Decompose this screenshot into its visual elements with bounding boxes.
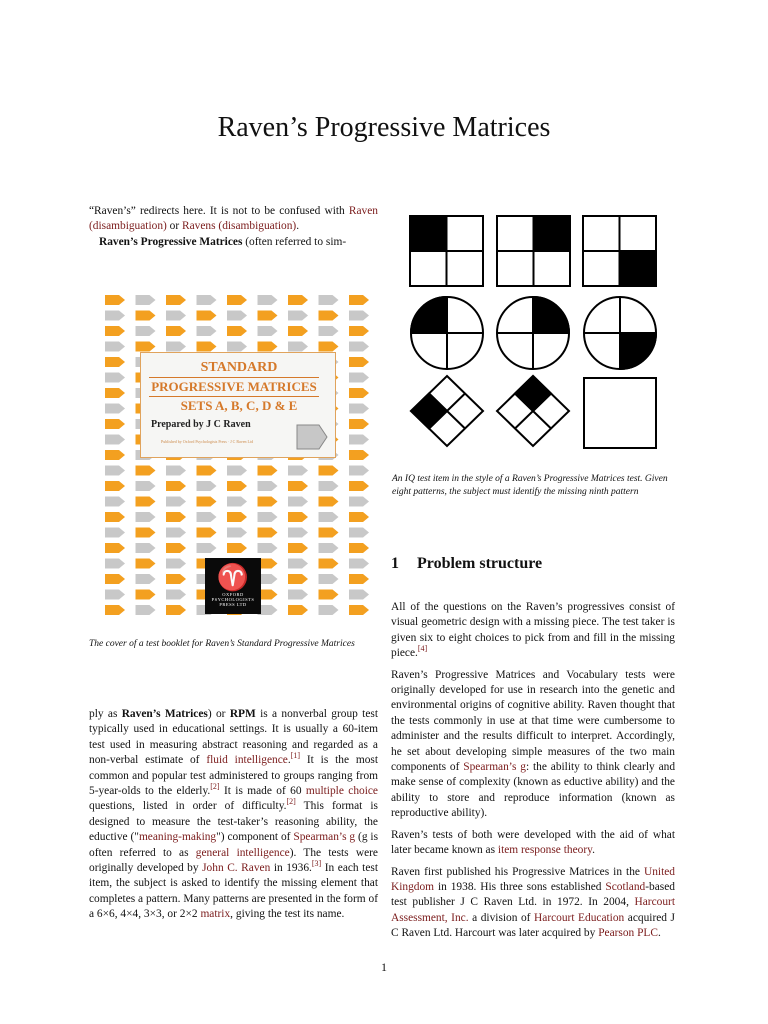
cover-arrow-tag: [349, 311, 369, 321]
cover-arrow-tag: [288, 466, 308, 476]
cover-arrow-tag: [136, 466, 156, 476]
cover-arrow-tag: [136, 512, 156, 522]
missing-answer-box: [584, 378, 656, 448]
intro-lead: Raven’s Progressive Matrices (often referred to sim-: [99, 235, 347, 248]
cover-arrow-tag: [319, 528, 339, 538]
cover-arrow-tag: [105, 295, 125, 305]
cover-arrow-tag: [319, 512, 339, 522]
cover-arrow-tag: [105, 497, 125, 507]
cover-arrow-tag: [349, 419, 369, 429]
cover-arrow-tag: [319, 481, 339, 491]
cover-caption: The cover of a test booklet for Raven’s Standard Progressive Matrices: [89, 639, 355, 649]
link-harcourt-education[interactable]: Harcourt Education: [534, 911, 625, 924]
cover-arrow-tag: [105, 388, 125, 398]
cover-arrow-tag: [349, 373, 369, 383]
cover-arrow-tag: [349, 388, 369, 398]
cover-arrow-tag: [227, 481, 247, 491]
cover-arrow-tag: [319, 590, 339, 600]
cover-arrow-tag: [319, 543, 339, 553]
cover-arrow-tag: [288, 481, 308, 491]
link-spearmans-g-2[interactable]: Spearman’s g: [463, 761, 526, 774]
cover-arrow-tag: [136, 295, 156, 305]
cover-arrow-tag: [136, 543, 156, 553]
cover-arrow-tag: [349, 357, 369, 367]
row1-squares: [410, 216, 656, 286]
cover-arrow-tag: [319, 295, 339, 305]
cover-arrow-tag: [105, 605, 125, 615]
cover-arrow-tag: [197, 528, 217, 538]
cover-arrow-tag: [227, 497, 247, 507]
cover-arrow-tag: [349, 559, 369, 569]
section-title: Problem structure: [417, 555, 543, 572]
cover-arrow-tag: [105, 512, 125, 522]
cover-arrow-tag: [288, 342, 308, 352]
cover-arrow-tag: [105, 590, 125, 600]
link-john-c-raven[interactable]: John C. Raven: [202, 862, 271, 875]
cover-arrow-tag: [105, 311, 125, 321]
intro-block: [89, 204, 378, 250]
link-meaning-making[interactable]: meaning-making: [138, 831, 217, 844]
cover-arrow-tag: [197, 512, 217, 522]
cover-arrow-tag: [227, 326, 247, 336]
cover-arrow-tag: [319, 497, 339, 507]
cover-arrow-tag: [197, 295, 217, 305]
cover-arrow-tag: [319, 311, 339, 321]
cover-arrow-tag: [349, 605, 369, 615]
cover-arrow-tag: [166, 512, 186, 522]
cover-arrow-tag: [258, 295, 278, 305]
cover-arrow-tag: [227, 512, 247, 522]
cover-arrow-tag: [288, 295, 308, 305]
cover-arrow-tag: [166, 543, 186, 553]
cover-arrow-tag: [166, 295, 186, 305]
cover-arrow-tag: [166, 311, 186, 321]
cover-image: [97, 292, 375, 618]
cover-arrow-tag: [136, 590, 156, 600]
cover-arrow-tag: [197, 497, 217, 507]
cover-arrow-tag: [105, 574, 125, 584]
figure-caption: An IQ test item in the style of a Raven’s Progressive Matrices test. Given eight patterns, the subject must identify the missing ninth pattern: [392, 474, 668, 497]
cover-arrow-tag: [258, 497, 278, 507]
cover-arrow-tag: [197, 326, 217, 336]
oxford-logo: [205, 558, 261, 614]
cover-arrow-tag: [319, 574, 339, 584]
cover-arrow-tag: [105, 342, 125, 352]
paragraph-irt: Raven’s tests of both were developed with the aid of what later became known as item response theory.: [391, 828, 675, 857]
cover-arrow-tag: [349, 590, 369, 600]
cover-title-box: [140, 352, 336, 458]
cover-arrow-tag: [105, 481, 125, 491]
cover-arrow-tag: [319, 466, 339, 476]
cover-arrow-tag: [197, 342, 217, 352]
cover-arrow-tag: [227, 295, 247, 305]
cover-arrow-tag: [349, 342, 369, 352]
logo-mark-icon: ♈: [216, 563, 250, 593]
cover-arrow-tag: [288, 326, 308, 336]
cover-arrow-tag: [288, 605, 308, 615]
cover-arrow-tag: [136, 326, 156, 336]
paragraph-origins: Raven’s Progressive Matrices and Vocabulary tests were originally developed for use in research into the genetic and environmental origins of cognitive ability. Raven thought that the tests commonly in use at that time were cumbersome to administer and the results difficult to interpret. Accordingly, he set about developing simple measures of the two main components of Spearman’s g: the ability to think clearly and make sense of complexity (known as eductive ability) and the ability to store and reproduce information (known as reproductive ability).: [391, 668, 676, 820]
cover-arrow-tag: [319, 342, 339, 352]
cover-arrow-tag: [166, 342, 186, 352]
cover-arrow-tag: [258, 528, 278, 538]
link-raven-disambiguation[interactable]: Raven (disambiguation): [89, 205, 378, 233]
row2-circles: [411, 297, 656, 369]
cover-arrow-tag: [258, 543, 278, 553]
cover-arrow-tag: [227, 543, 247, 553]
cover-line-progressive: PROGRESSIVE MATRICES: [149, 377, 319, 397]
cover-line-sets: SETS A, B, C, D & E: [180, 398, 298, 413]
cover-arrow-tag: [166, 590, 186, 600]
cover-arrow-tag: [105, 357, 125, 367]
cover-arrow-tag: [258, 342, 278, 352]
paragraph-problem: All of the questions on the Raven’s progressives consist of visual geometric design with a missing piece. The test taker is given six to eight choices to pick from and fill in the missing piece.[4]: [391, 601, 675, 660]
cover-arrow-tag: [288, 543, 308, 553]
cover-arrow-tag: [349, 326, 369, 336]
cover-arrow-tag: [166, 559, 186, 569]
cover-arrow-tag: [227, 466, 247, 476]
page-number: 1: [381, 960, 387, 974]
cover-arrow-tag: [166, 481, 186, 491]
cover-arrow-tag: [349, 435, 369, 445]
cover-arrow-tag: [136, 481, 156, 491]
cover-arrow-tag: [258, 311, 278, 321]
cover-arrow-tag: [105, 373, 125, 383]
cover-arrow-tag: [136, 528, 156, 538]
cover-arrow-tag: [349, 497, 369, 507]
cover-arrow-tag: [319, 326, 339, 336]
cover-arrow-tag: [227, 311, 247, 321]
cover-arrow-tag: [136, 559, 156, 569]
cover-arrow-tag: [166, 466, 186, 476]
link-fluid-intelligence[interactable]: fluid intelligence: [206, 754, 288, 767]
cover-arrow-tag: [105, 450, 125, 460]
cover-arrow-tag: [227, 342, 247, 352]
link-item-response-theory[interactable]: item response theory: [497, 844, 593, 857]
cover-arrow-tag: [105, 435, 125, 445]
cover-arrow-tag: [105, 466, 125, 476]
link-spearmans-g[interactable]: Spearman’s g: [293, 831, 356, 844]
ref-4[interactable]: [4]: [417, 644, 428, 654]
logo-text: OXFORD PSYCHOLOGISTS PRESS LTD: [211, 592, 255, 607]
cover-arrow-tag: [166, 574, 186, 584]
cover-line-standard: STANDARD: [200, 360, 278, 375]
cover-arrow-tag: [349, 574, 369, 584]
cover-arrow-tag: [288, 528, 308, 538]
cover-arrow-tag: [258, 466, 278, 476]
cover-small-print: Published by Oxford Psychologists Press · J C Raven Ltd: [161, 439, 254, 444]
link-pearson-plc[interactable]: Pearson PLC: [598, 927, 658, 940]
cover-arrow-tag: [288, 559, 308, 569]
cover-arrow-tag: [258, 512, 278, 522]
ref-2[interactable]: [2]: [210, 782, 220, 792]
cover-arrow-tag: [136, 342, 156, 352]
cover-arrow-tag: [197, 311, 217, 321]
ref-3[interactable]: [3]: [311, 859, 322, 869]
ref-1[interactable]: [1]: [290, 751, 301, 761]
cover-arrow-tag: [288, 311, 308, 321]
cover-arrow-tag: [288, 574, 308, 584]
cover-arrow-tag: [197, 481, 217, 491]
cover-arrow-tag: [105, 543, 125, 553]
page-title: Raven’s Progressive Matrices: [217, 112, 551, 143]
cover-arrow-tag: [349, 466, 369, 476]
section-number: 1: [391, 555, 399, 572]
link-united-kingdom[interactable]: United Kingdom: [391, 865, 675, 893]
right-column-text: [391, 600, 675, 948]
cover-arrow-tag: [166, 528, 186, 538]
cover-line-prepared: Prepared by J C Raven: [151, 419, 251, 430]
hatnote: “Raven’s” redirects here. It is not to be confused with Raven (disambiguation) or Ravens (disambiguation).: [89, 205, 378, 233]
ref-2b[interactable]: [2]: [286, 797, 296, 807]
cover-arrow-tag: [258, 326, 278, 336]
cover-arrow-tag: [349, 481, 369, 491]
cover-arrow-tag: [105, 528, 125, 538]
cover-arrow-tag: [288, 497, 308, 507]
cover-tag-shape: [295, 423, 329, 451]
cover-arrow-tag: [349, 295, 369, 305]
cover-arrow-tag: [197, 543, 217, 553]
cover-arrow-tag: [349, 404, 369, 414]
cover-arrow-tag: [349, 512, 369, 522]
cover-arrow-tag: [105, 326, 125, 336]
cover-arrow-tag: [105, 559, 125, 569]
cover-arrow-tag: [349, 450, 369, 460]
left-paragraph: ply as Raven’s Matrices) or RPM is a nonverbal group test typically used in educational settings. It is usually a 60-item test used in measuring abstract reasoning and regarded as a non-verbal estimate of fluid intelligence.[1] It is the most common and popular test administered to groups ranging from 5-year-olds to the elderly.[2] It is made of 60 multiple choice questions, listed in order of difficulty.[2] This format is designed to measure the test-taker’s reasoning ability, the eductive ("meaning-making") component of Spearman’s g (g is often referred to as general intelligence). The tests were originally developed by John C. Raven in 1936.[3] In each test item, the subject is asked to identify the missing element that completes a pattern. Many patterns are presented in the form of a 6×6, 4×4, 3×3, or 2×2 matrix, giving the test its name.: [89, 708, 379, 921]
link-scotland[interactable]: Scotland: [605, 880, 646, 893]
cover-arrow-tag: [349, 528, 369, 538]
cover-arrow-tag: [136, 311, 156, 321]
cover-arrow-tag: [288, 590, 308, 600]
section-heading: [391, 555, 542, 573]
cover-arrow-tag: [197, 466, 217, 476]
cover-arrow-tag: [319, 605, 339, 615]
link-matrix[interactable]: matrix: [200, 908, 231, 921]
cover-arrow-tag: [258, 481, 278, 491]
cover-arrow-tag: [288, 512, 308, 522]
cover-arrow-tag: [227, 528, 247, 538]
link-ravens-disambiguation[interactable]: Ravens (disambiguation): [182, 220, 297, 233]
cover-arrow-tag: [105, 419, 125, 429]
paragraph-publishing: Raven first published his Progressive Matrices in the United Kingdom in 1938. His three sons established Scotland-based test publisher J C Raven Ltd. in 1972. In 2004, Harcourt Assessment, Inc. a division of Harcourt Education acquired J C Raven Ltd. Harcourt was later acquired by Pearson PLC.: [391, 865, 675, 940]
cover-arrow-tag: [166, 605, 186, 615]
cover-arrow-tag: [319, 559, 339, 569]
row3-diamonds: [411, 376, 656, 448]
cover-arrow-tag: [136, 605, 156, 615]
cover-arrow-tag: [105, 404, 125, 414]
matrix-puzzle-figure: [404, 212, 664, 462]
link-general-intelligence[interactable]: general intelligence: [195, 846, 290, 859]
cover-arrow-tag: [166, 497, 186, 507]
cover-arrow-tag: [166, 326, 186, 336]
cover-arrow-tag: [136, 497, 156, 507]
cover-arrow-tag: [349, 543, 369, 553]
link-multiple-choice[interactable]: multiple choice: [305, 785, 378, 798]
cover-arrow-tag: [136, 574, 156, 584]
link-harcourt-assessment[interactable]: Harcourt Assessment, Inc.: [391, 896, 675, 924]
